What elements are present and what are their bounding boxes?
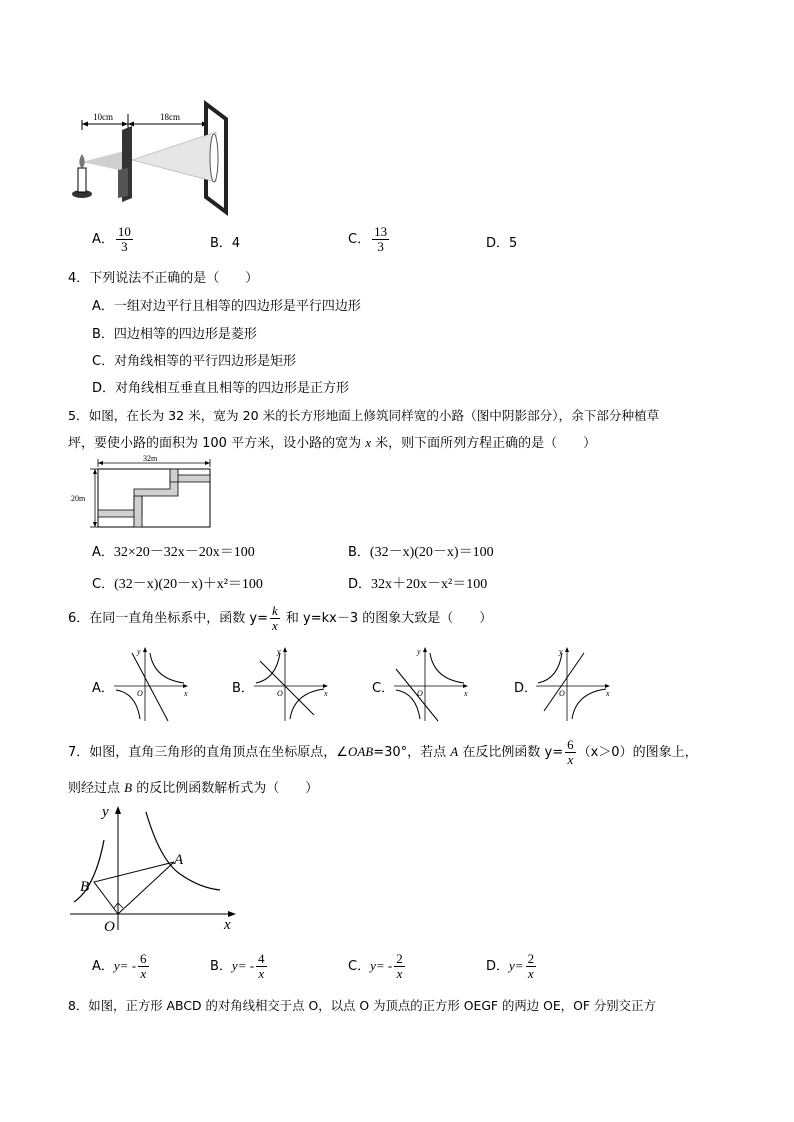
q6-graph-c xyxy=(392,645,472,723)
q7-a-label: A xyxy=(174,852,184,868)
q6-c-origin-label: O xyxy=(417,689,423,698)
q7-option-b[interactable]: B．y= - $\frac{4}{x}$ xyxy=(210,951,265,981)
q6-stem-fraction: $\frac{k}{x}$ xyxy=(272,603,278,633)
q3-label-10cm: 10cm xyxy=(93,112,113,122)
q7-option-c-fraction: $\frac{2}{x}$ xyxy=(396,951,403,981)
q6-option-c[interactable]: C． xyxy=(372,681,395,696)
q6-a-origin-label: O xyxy=(137,689,143,698)
q6-c-x-label: x xyxy=(464,689,468,698)
q3-label-18cm: 18cm xyxy=(160,112,180,122)
q3-option-d[interactable]: D．5 xyxy=(486,236,518,251)
q7-option-d-fraction: $\frac{2}{x}$ xyxy=(527,951,535,981)
q3-option-b[interactable]: B．4 xyxy=(210,236,241,251)
q7-o-label: O xyxy=(104,919,115,935)
q6-c-y-label: y xyxy=(417,647,421,656)
q6-d-origin-label: O xyxy=(559,689,565,698)
q7-option-a-fraction: $\frac{6}{x}$ xyxy=(140,951,147,981)
q4-stem: 4．下列说法不正确的是（ ） xyxy=(68,271,259,286)
q7-option-c[interactable]: C．y= - $\frac{2}{x}$ xyxy=(348,951,403,981)
q7-b-label: B xyxy=(80,879,90,895)
q7-option-a[interactable]: A．y= - $\frac{6}{x}$ xyxy=(92,951,147,981)
q5-option-c[interactable]: C．(32－x)(20－x)＋x²＝100 xyxy=(92,577,263,592)
q6-d-x-label: x xyxy=(606,689,610,698)
q7-option-b-fraction: $\frac{4}{x}$ xyxy=(258,951,265,981)
q6-option-b[interactable]: B． xyxy=(232,681,254,696)
q3-option-a-fraction: $\frac{10}{3}$ xyxy=(117,224,131,254)
q3-option-c[interactable]: C． $\frac{13}{3}$ xyxy=(348,224,388,254)
q8-stem: 8．如图，正方形 ABCD 的对角线相交于点 O，以点 O 为顶点的正方形 OEGF 的两边 OE，OF 分别交正方 xyxy=(68,998,656,1013)
q7-figure xyxy=(70,800,245,935)
q6-option-a[interactable]: A． xyxy=(92,681,114,696)
q3-option-c-fraction: $\frac{13}{3}$ xyxy=(374,224,388,254)
q5-label-20m: 20m xyxy=(71,494,86,503)
q5-stem-line1: 5．如图，在长为 32 米，宽为 20 米的长方形地面上修筑同样宽的小路（图中阴影部分），余下部分种植草 xyxy=(68,408,660,423)
q7-stem-line2: 则经过点 B 的反比例函数解析式为（ ） xyxy=(68,780,319,796)
q6-d-y-label: y xyxy=(559,647,563,656)
q5-option-d[interactable]: D．32x＋20x－x²＝100 xyxy=(348,577,488,592)
q3-option-a[interactable]: A． $\frac{10}{3}$ xyxy=(92,224,131,254)
q7-stem-fraction: $\frac{6}{x}$ xyxy=(567,737,574,767)
q7-y-label: y xyxy=(102,804,109,820)
q6-b-origin-label: O xyxy=(277,689,283,698)
q6-graph-d xyxy=(534,645,614,723)
q5-stem-line2: 坪，要使小路的面积为 100 平方米，设小路的宽为 x 米，则下面所列方程正确的是（ ） xyxy=(68,435,597,451)
q3-figure xyxy=(68,100,243,216)
q5-figure xyxy=(70,455,215,530)
q6-graph-b xyxy=(252,645,332,723)
q5-option-a[interactable]: A．32×20－32x－20x＝100 xyxy=(92,545,255,560)
q4-option-a[interactable]: A．一组对边平行且相等的四边形是平行四边形 xyxy=(92,299,361,314)
q7-x-label: x xyxy=(224,917,231,933)
q4-option-c[interactable]: C．对角线相等的平行四边形是矩形 xyxy=(92,354,297,369)
q6-a-x-label: x xyxy=(184,689,188,698)
q6-graph-a xyxy=(112,645,192,723)
q6-stem: 6．在同一直角坐标系中，函数 y= $\frac{k}{x}$ 和 y=kx－3 的图象大致是（ ） xyxy=(68,603,493,633)
q6-a-y-label: y xyxy=(137,647,141,656)
q7-option-d[interactable]: D．y= $\frac{2}{x}$ xyxy=(486,951,535,981)
q6-b-y-label: y xyxy=(277,647,281,656)
q7-stem-line1: 7．如图，直角三角形的直角顶点在坐标原点，∠OAB=30°，若点 A 在反比例函数 y= $\frac{6}{x}$ （x＞0）的图象上， xyxy=(68,737,698,767)
q5-label-32m: 32m xyxy=(143,454,158,463)
q5-option-b[interactable]: B．(32－x)(20－x)＝100 xyxy=(348,545,494,560)
q4-option-d[interactable]: D．对角线相互垂直且相等的四边形是正方形 xyxy=(92,381,350,396)
q6-option-d[interactable]: D． xyxy=(514,681,538,696)
q6-b-x-label: x xyxy=(324,689,328,698)
q4-option-b[interactable]: B．四边相等的四边形是菱形 xyxy=(92,327,257,342)
